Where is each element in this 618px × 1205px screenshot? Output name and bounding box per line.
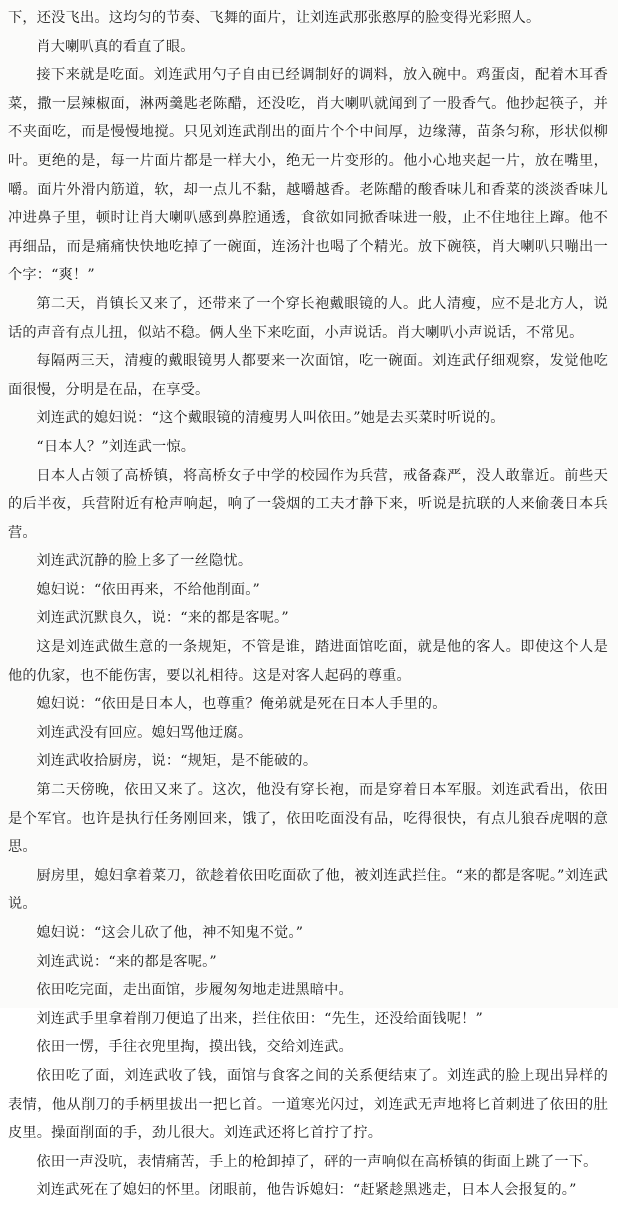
paragraph: 第二天傍晚，依田又来了。这次，他没有穿长袍，而是穿着日本军服。刘连武看出，依田是个军官。也许是执行任务刚回来，饿了，依田吃面没有品，吃得很快，有点儿狼吞虎咽的意思。	[8, 782, 608, 856]
paragraph: 厨房里，媳妇拿着菜刀，欲趁着依田吃面砍了他，被刘连武拦住。“来的都是客呢。”刘连武说。	[8, 867, 608, 913]
paragraph: 依田吃完面，走出面馆，步履匆匆地走进黑暗中。	[36, 982, 353, 999]
paragraph: 刘连武说：“来的都是客呢。”	[36, 953, 217, 970]
paragraph: “日本人？”刘连武一惊。	[36, 438, 196, 455]
paragraph: 刘连武没有回应。媳妇骂他迂腐。	[36, 724, 253, 741]
paragraph: 这是刘连武做生意的一条规矩，不管是谁，踏进面馆吃面，就是他的客人。即使这个人是他的仇家，也不能伤害，要以礼相待。这是对客人起码的尊重。	[8, 639, 608, 684]
paragraph: 刘连武手里拿着削刀便追了出来，拦住依田：“先生，还没给面钱呢！”	[36, 1010, 483, 1027]
paragraph: 媳妇说：“依田是日本人，也尊重？俺弟就是死在日本人手里的。	[36, 696, 447, 713]
paragraph: 刘连武收拾厨房，说：“规矩，是不能破的。	[36, 753, 318, 770]
paragraph: 接下来就是吃面。刘连武用勺子自由已经调制好的调料，放入碗中。鸡蛋卤，配着木耳香菜，撒一层辣椒面，淋两羹匙老陈醋，还没吃，肖大喇叭就闻到了一股香气。他抄起筷子，并不夹面吃，而是慢慢地搅。只见刘连武削出的面片个个中间厚，边缘薄，苗条匀称，形状似柳叶。更绝的是，每一片面片都是一样大小，绝无一片变形的。他小心地夹起一片，放在嘴里，嚼。面片外滑内筋道，软，却一点儿不黏，越嚼越香。老陈醋的酸香味儿和香菜的淡淡香味儿冲进鼻子里，顿时让肖大喇叭感到鼻腔通透，食欲如同掀香味进一般，止不住地往上蹿。他不再细品，而是痛痛快快地吃掉了一碗面，连汤汁也喝了个精光。放下碗筷，肖大喇叭只嘣出一个字：“爽！”	[8, 67, 608, 284]
paragraph: 肖大喇叭真的看直了眼。	[36, 38, 195, 55]
paragraph: 日本人占领了高桥镇，将高桥女子中学的校园作为兵营，戒备森严，没人敢靠近。前些天的后半夜，兵营附近有枪声响起，响了一袋烟的工夫才静下来，听说是抗联的人来偷袭日本兵营。	[8, 467, 608, 541]
paragraph: 下，还没飞出。这均匀的节奏、飞舞的面片，让刘连武那张憨厚的脸变得光彩照人。	[8, 10, 541, 26]
paragraph: 刘连武沉默良久，说：“来的都是客呢。”	[36, 610, 289, 627]
paragraph: 刘连武沉静的脸上多了一丝隐忧。	[36, 553, 253, 570]
paragraph: 每隔两三天，清瘦的戴眼镜男人都要来一次面馆，吃一碗面。刘连武仔细观察，发觉他吃面很慢，分明是在品，在享受。	[8, 353, 608, 398]
paragraph: 依田一声没吭，表情痛苦，手上的枪卸掉了，砰的一声响似在高桥镇的街面上跳了一下。	[36, 1153, 598, 1170]
paragraph: 第二天，肖镇长又来了，还带来了一个穿长袍戴眼镜的人。此人清瘦，应不是北方人，说话的声音有点儿扭，似站不稳。俩人坐下来吃面，小声说话。肖大喇叭小声说话，不常见。	[8, 295, 608, 341]
paragraph: 依田一愣，手往衣兜里掏，摸出钱，交给刘连武。	[36, 1039, 353, 1056]
paragraph: 依田吃了面，刘连武收了钱，面馆与食客之间的关系便结束了。刘连武的脸上现出异样的表情，他从削刀的手柄里拔出一把匕首。一道寒光闪过，刘连武无声地将匕首刺进了依田的肚皮里。操面削面的手，劲儿很大。刘连武还将匕首拧了拧。	[8, 1067, 608, 1142]
paragraph: 媳妇说：“这会儿砍了他，神不知鬼不觉。”	[36, 925, 304, 941]
story-text	[8, 4, 608, 1205]
paragraph: 刘连武的媳妇说：“这个戴眼镜的清瘦男人叫依田。”她是去买菜时听说的。	[36, 410, 505, 427]
paragraph: 刘连武死在了媳妇的怀里。闭眼前，他告诉媳妇：“赶紧趁黑逃走，日本人会报复的。”	[36, 1182, 577, 1199]
paragraph: 媳妇说：“依田再来，不给他削面。”	[36, 581, 261, 598]
